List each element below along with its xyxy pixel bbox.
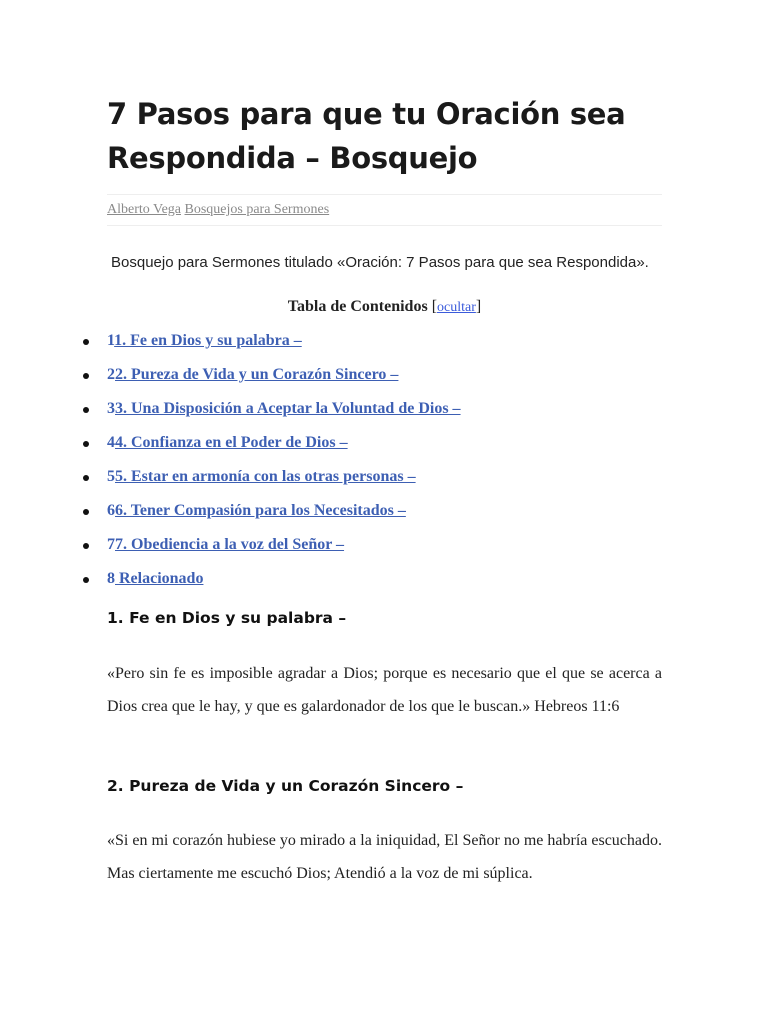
toc-item-number: 8 <box>107 570 115 587</box>
toc-item-number: 7 <box>107 536 115 553</box>
bullet-icon <box>83 373 89 379</box>
section-paragraph: «Si en mi corazón hubiese yo mirado a la iniquidad, El Señor no me habría escuchado. Mas ciertamente me escuchó Dios; Atendió a la voz de mi súplica. <box>107 832 662 882</box>
post-meta <box>107 194 662 226</box>
toc-hide-link[interactable]: ocultar <box>437 300 476 315</box>
toc-item-number: 1 <box>107 332 115 349</box>
toc-bracket-close: ] <box>475 298 482 315</box>
toc-title: Tabla de Contenidos <box>287 298 428 315</box>
toc-item-link[interactable]: Relacionado <box>115 570 204 587</box>
toc-item[interactable] <box>83 466 461 500</box>
toc-list <box>83 330 461 602</box>
bullet-icon <box>83 509 89 515</box>
page-title: 7 Pasos para que tu Oración sea Respondida – Bosquejo <box>107 97 626 175</box>
author-link[interactable]: Alberto Vega <box>107 202 181 217</box>
toc-item-link[interactable]: 7. Obediencia a la voz del Señor – <box>115 536 345 553</box>
toc-item[interactable] <box>83 364 461 398</box>
section-paragraph: «Pero sin fe es imposible agradar a Dios; porque es necesario que el que se acerca a Dios crea que le hay, y que es galardonador de los que le buscan.» Hebreos 11:6 <box>107 665 662 715</box>
bullet-icon <box>83 475 89 481</box>
bullet-icon <box>83 407 89 413</box>
toc-item-link[interactable]: 6. Tener Compasión para los Necesitados – <box>115 502 406 519</box>
toc-item-number: 2 <box>107 366 115 383</box>
toc-item[interactable] <box>83 500 461 534</box>
toc-item[interactable] <box>83 534 461 568</box>
section-heading: 1. Fe en Dios y su palabra – <box>107 609 347 627</box>
toc-item[interactable] <box>83 432 461 466</box>
toc-item[interactable] <box>83 568 461 602</box>
toc-item-link[interactable]: 3. Una Disposición a Aceptar la Voluntad de Dios – <box>115 400 461 417</box>
toc-item[interactable] <box>83 330 461 364</box>
toc-item-number: 4 <box>107 434 115 451</box>
toc-item-number: 5 <box>107 468 115 485</box>
toc-item[interactable] <box>83 398 461 432</box>
toc-item-number: 3 <box>107 400 115 417</box>
toc-item-link[interactable]: 1. Fe en Dios y su palabra – <box>114 332 302 349</box>
toc-item-link[interactable]: 4. Confianza en el Poder de Dios – <box>115 434 348 451</box>
bullet-icon <box>83 577 89 583</box>
category-link[interactable]: Bosquejos para Sermones <box>184 202 330 217</box>
bullet-icon <box>83 543 89 549</box>
toc-item-link[interactable]: 2. Pureza de Vida y un Corazón Sincero – <box>115 366 399 383</box>
bullet-icon <box>83 441 89 447</box>
toc-item-number: 6 <box>107 502 115 519</box>
toc-heading <box>107 296 662 319</box>
section-heading: 2. Pureza de Vida y un Corazón Sincero – <box>107 777 464 795</box>
toc-bracket-open: [ <box>431 298 438 315</box>
bullet-icon <box>83 339 89 345</box>
toc-item-link[interactable]: 5. Estar en armonía con las otras personas – <box>115 468 416 485</box>
intro-text: Bosquejo para Sermones titulado «Oración: 7 Pasos para que sea Respondida». <box>111 254 649 271</box>
